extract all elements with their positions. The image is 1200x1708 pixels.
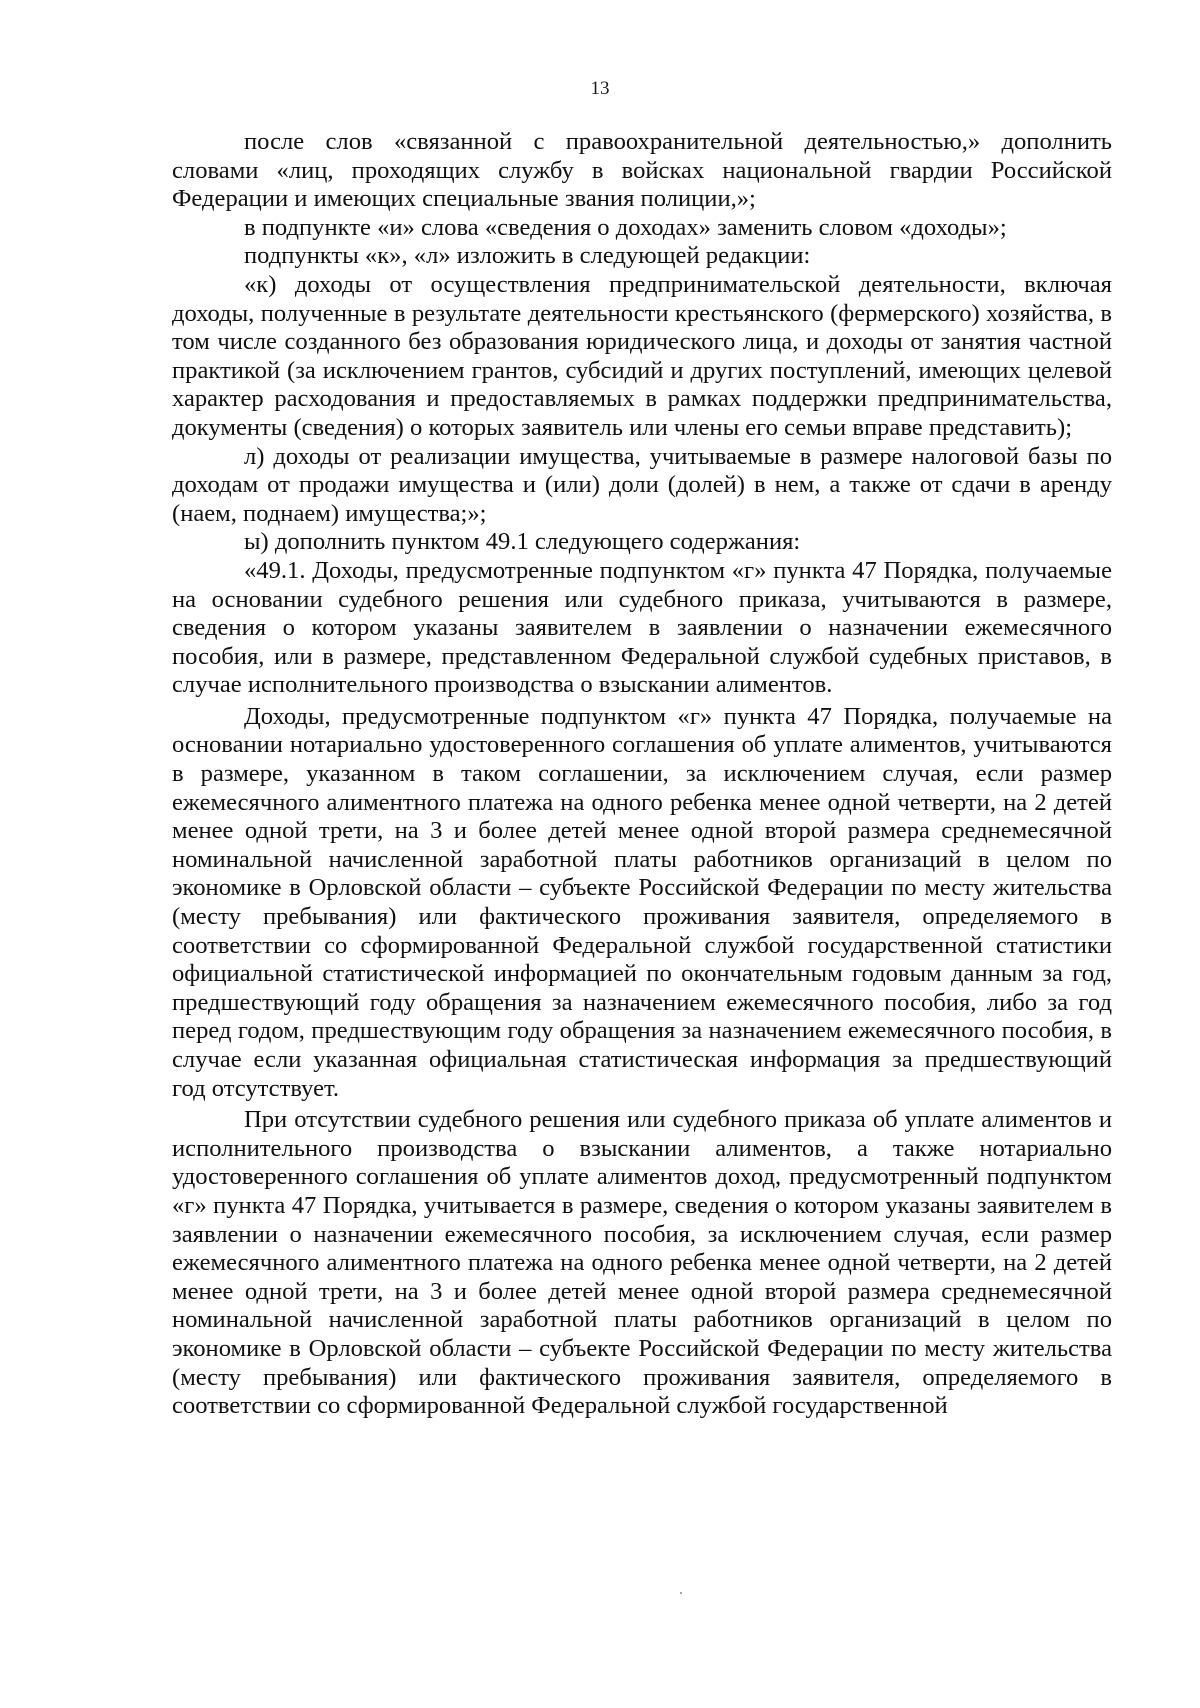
document-body xyxy=(172,128,1112,1421)
page-number: 13 xyxy=(590,78,610,99)
paragraph: ы) дополнить пунктом 49.1 следующего содержания: xyxy=(244,528,801,556)
paragraph: «к) доходы от осуществления предпринимательской деятельности, включая доходы, полученные в результате деятельности крестьянского (фермерского) хозяйства, в том числе созданного без образования юридического лица, и доходы от занятия частной практикой (за исключением грантов, субсидий и других поступлений, имеющих целевой характер расходования и предоставляемых в рамках поддержки предпринимательства, документы (сведения) о которых заявитель или члены его семьи вправе представить); xyxy=(172,270,1112,441)
paragraph: в подпункте «и» слова «сведения о доходах» заменить словом «доходы»; xyxy=(244,213,1007,241)
paragraph: Доходы, предусмотренные подпунктом «г» пункта 47 Порядка, получаемые на основании нотариально удостоверенного соглашения об уплате алиментов, учитываются в размере, указанном в таком соглашении, за исключением случая, если размер ежемесячного алиментного платежа на одного ребенка менее одной четверти, на 2 детей менее одной трети, на 3 и более детей менее одной второй размера среднемесячной номинальной начисленной заработной платы работников организаций в целом по экономике в Орловской области – субъекте Российской Федерации по месту жительства (месту пребывания) или фактического проживания заявителя, определяемого в соответствии со сформированной Федеральной службой государственной статистики официальной статистической информацией по окончательным годовым данным за год, предшествующий году обращения за назначением ежемесячного пособия, либо за год перед годом, предшествующим году обращения за назначением ежемесячного пособия, в случае если указанная официальная статистическая информация за предшествующий год отсутствует. xyxy=(172,702,1112,1102)
paragraph: л) доходы от реализации имущества, учитываемые в размере налоговой базы по доходам от продажи имущества и (или) доли (долей) в нем, а также от сдачи в аренду (наем, поднаем) имущества;»; xyxy=(172,442,1112,527)
paragraph: после слов «связанной с правоохранительной деятельностью,» дополнить словами «лиц, проходящих службу в войсках национальной гвардии Российской Федерации и имеющих специальные звания полиции,»; xyxy=(172,128,1112,213)
scan-speck xyxy=(680,1592,682,1594)
paragraph: «49.1. Доходы, предусмотренные подпунктом «г» пункта 47 Порядка, получаемые на основании судебного решения или судебного приказа, учитываются в размере, сведения о котором указаны заявителем в заявлении о назначении ежемесячного пособия, или в размере, представленном Федеральной службой судебных приставов, в случае исполнительного производства о взыскании алиментов. xyxy=(172,556,1112,699)
paragraph: При отсутствии судебного решения или судебного приказа об уплате алиментов и исполнительного производства о взыскании алиментов, а также нотариально удостоверенного соглашения об уплате алиментов доход, предусмотренный подпунктом «г» пункта 47 Порядка, учитывается в размере, сведения о котором указаны заявителем в заявлении о назначении ежемесячного пособия, за исключением случая, если размер ежемесячного алиментного платежа на одного ребенка менее одной четверти, на 2 детей менее одной трети, на 3 и более детей менее одной второй размера среднемесячной номинальной начисленной заработной платы работников организаций в целом по экономике в Орловской области – субъекте Российской Федерации по месту жительства (месту пребывания) или фактического проживания заявителя, определяемого в соответствии со сформированной Федеральной службой государственной xyxy=(172,1106,1112,1420)
paragraph: подпункты «к», «л» изложить в следующей редакции: xyxy=(244,242,811,270)
